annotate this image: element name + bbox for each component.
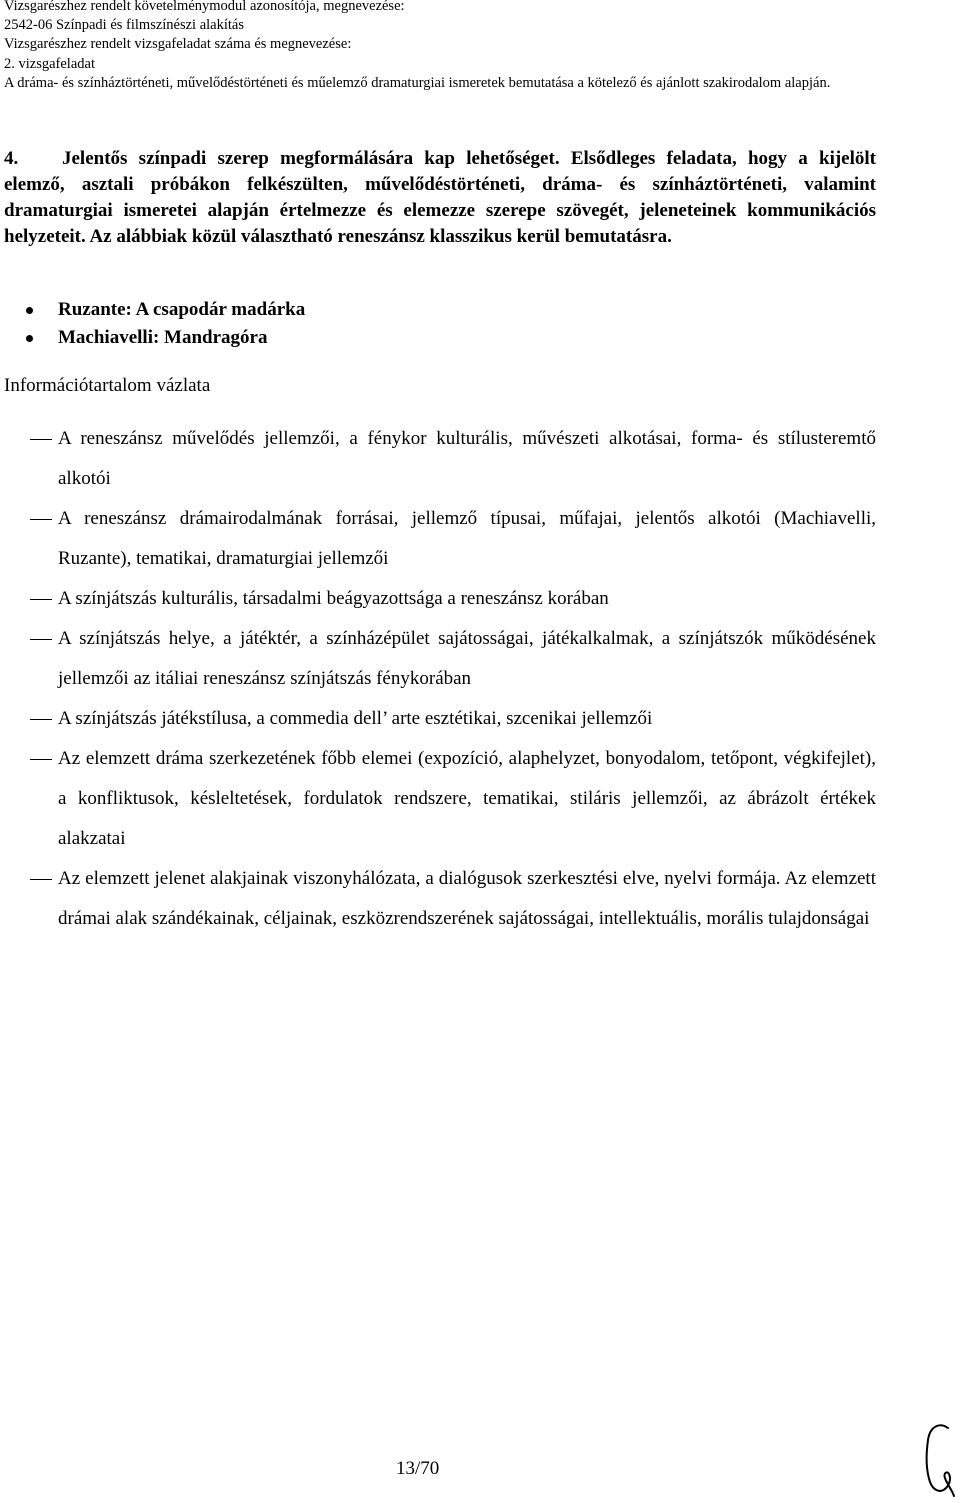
dash-icon (30, 879, 52, 880)
outline-item (30, 419, 876, 499)
dash-icon (30, 599, 52, 600)
play-title: Ruzante: A csapodár madárka (58, 299, 306, 320)
dash-icon (30, 759, 52, 760)
bullet-icon (26, 335, 33, 342)
outline-item (30, 699, 876, 739)
dash-icon (30, 439, 52, 440)
task-label: Vizsgarészhez rendelt vizsgafeladat száma és megnevezése: (4, 36, 352, 53)
task-paragraph (4, 146, 876, 250)
task-description: A dráma- és színháztörténeti, művelődéstörténeti és műelemző dramaturgiai ismeretek bemutatása a kötelező és ajánlott szakirodalom alapján. (4, 74, 831, 91)
bullet-icon (26, 307, 33, 314)
play-item (24, 296, 305, 324)
play-list (24, 296, 305, 352)
outline-text: A reneszánsz művelődés jellemzői, a fénykor kulturális, művészeti alkotásai, forma- és stílusteremtő alkotói (58, 428, 876, 489)
dash-icon (30, 639, 52, 640)
page-number: 13/70 (396, 1458, 440, 1479)
module-value: 2542-06 Színpadi és filmszínészi alakítás (4, 17, 245, 34)
dash-icon (30, 519, 52, 520)
outline-list (30, 419, 876, 939)
outline-text: A színjátszás helye, a játéktér, a színházépület sajátosságai, játékalkalmak, a színjátszók működésének jellemzői az itáliai reneszánsz színjátszás fénykorában (58, 628, 876, 689)
outline-item (30, 499, 876, 579)
signature-mark (918, 1418, 956, 1500)
outline-item (30, 579, 876, 619)
section-title: Információtartalom vázlata (4, 375, 211, 396)
module-label: Vizsgarészhez rendelt követelménymodul azonosítója, megnevezése: (4, 0, 405, 14)
outline-text: A színjátszás kulturális, társadalmi beágyazottsága a reneszánsz korában (58, 588, 609, 609)
outline-text: Az elemzett jelenet alakjainak viszonyhálózata, a dialógusok szerkesztési elve, nyelvi formája. Az elemzett drámai alak szándékainak, céljainak, eszközrendszerének sajátosságai, intellektuális, morális tulajdonságai (58, 868, 876, 929)
outline-item (30, 619, 876, 699)
play-title: Machiavelli: Mandragóra (58, 327, 268, 348)
task-value: 2. vizsgafeladat (4, 55, 95, 72)
outline-text: A reneszánsz drámairodalmának forrásai, jellemző típusai, műfajai, jelentős alkotói (Machiavelli, Ruzante), tematikai, dramaturgiai jellemzői (58, 508, 876, 569)
document-header (4, 0, 944, 93)
task-number: 4. (4, 148, 19, 169)
outline-text: A színjátszás játékstílusa, a commedia dell’ arte esztétikai, szcenikai jellemzői (58, 708, 653, 729)
outline-text: Az elemzett dráma szerkezetének főbb elemei (expozíció, alaphelyzet, bonyodalom, tetőpont, végkifejlet), a konfliktusok, késleltetések, fordulatok rendszere, tematikai, stiláris jellemzői, az ábrázolt értékek alakzatai (58, 748, 876, 849)
dash-icon (30, 719, 52, 720)
outline-item (30, 859, 876, 939)
play-item (24, 324, 305, 352)
task-text: Jelentős színpadi szerep megformálására kap lehetőséget. Elsődleges feladata, hogy a kijelölt elemző, asztali próbákon felkészülten, művelődéstörténeti, dráma- és színháztörténeti, valamint dramaturgiai ismeretei alapján értelmezze és elemezze szerepe szövegét, jeleneteinek kommunikációs helyzeteit. Az alábbiak közül választható reneszánsz klasszikus kerül bemutatásra. (4, 148, 876, 247)
outline-item (30, 739, 876, 859)
